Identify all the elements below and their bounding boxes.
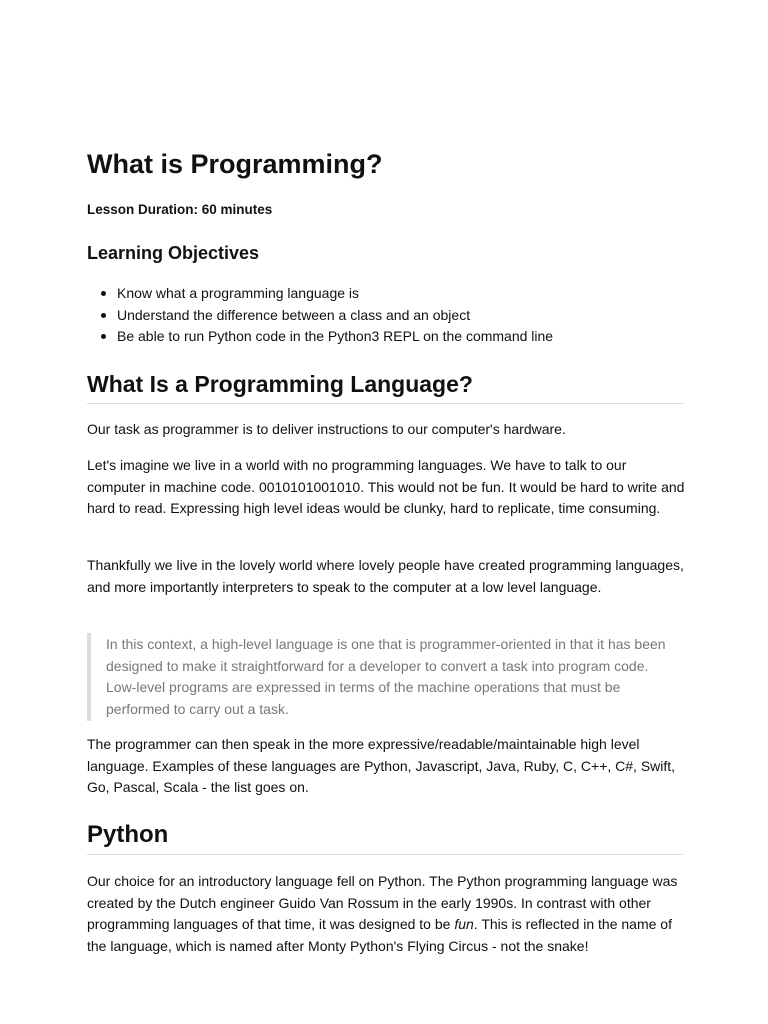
section-heading-programming-language: What Is a Programming Language? [87, 367, 683, 404]
bullet-icon [101, 313, 106, 318]
objective-text: Know what a programming language is [117, 285, 360, 301]
paragraph-text: Our choice for an introductory language fell on Python. The Python programming language was created by the Dutch engineer Guido Van Rossum in the early 1990s. In contrast with other programming languages of that time, it was designed to be [87, 873, 678, 932]
blockquote [87, 633, 683, 721]
list-item [87, 326, 683, 348]
learning-objectives-heading: Learning Objectives [87, 243, 260, 263]
emphasis-text: fun [454, 916, 474, 932]
list-item [87, 305, 683, 327]
bullet-icon [101, 334, 106, 339]
paragraph: Thankfully we live in the lovely world where lovely people have created programming languages, and more importantly interpreters to speak to the computer at a low level language. [87, 557, 684, 595]
quote-text: In this context, a high-level language is one that is programmer-oriented in that it has been designed to make it straightforward for a developer to convert a task into program code. Low-level programs are expressed in terms of the machine operations that must be performed to carry out a task. [106, 636, 666, 717]
section-heading-python: Python [87, 818, 683, 855]
list-item [87, 283, 683, 305]
bullet-icon [101, 291, 106, 296]
paragraph: The programmer can then speak in the more expressive/readable/maintainable high level language. Examples of these languages are Python, Javascript, Java, Ruby, C, C++, C#, Swift, Go, Pascal, Scala - the list goes on. [87, 736, 676, 795]
page-title: What is Programming? [87, 149, 383, 179]
paragraph-python-intro [87, 871, 687, 957]
learning-objectives-list [87, 283, 683, 348]
paragraph: Let's imagine we live in a world with no programming languages. We have to talk to our computer in machine code. 0010101001010. This would not be fun. It would be hard to write and hard to read. Expressing high level ideas would be clunky, hard to replicate, time consuming. [87, 457, 685, 516]
objective-text: Be able to run Python code in the Python3 REPL on the command line [117, 328, 554, 344]
lesson-duration: Lesson Duration: 60 minutes [87, 202, 273, 217]
paragraph: Our task as programmer is to deliver instructions to our computer's hardware. [87, 421, 566, 437]
objective-text: Understand the difference between a class and an object [117, 306, 471, 323]
paragraph-text: . This is reflected in the name of the language, which is named after Monty Python's Flying Circus - not the snake! [87, 916, 672, 954]
